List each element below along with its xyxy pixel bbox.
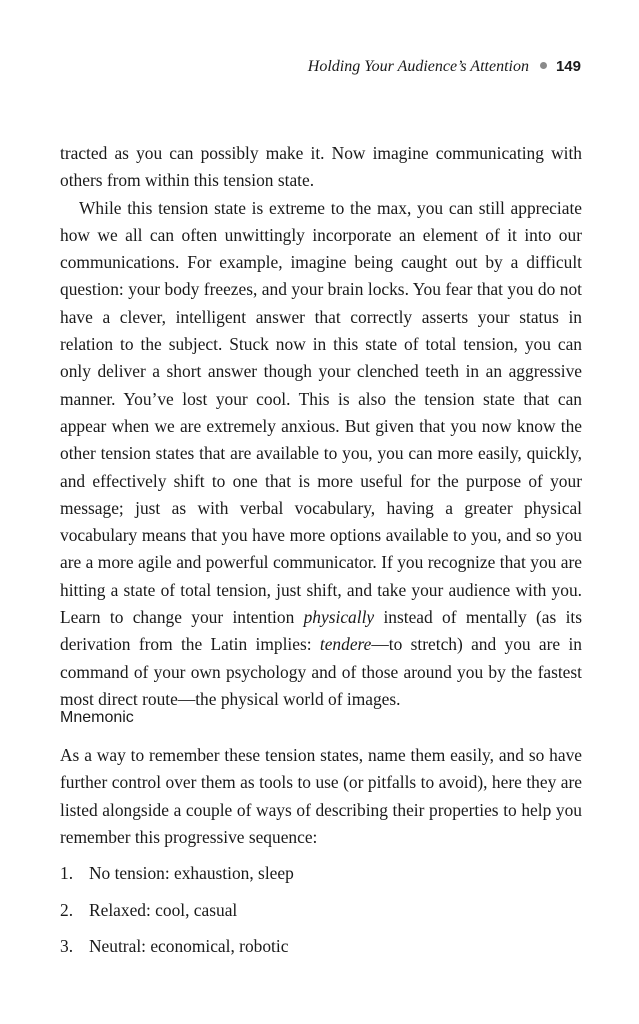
list-text: No tension: exhaustion, sleep [89, 863, 294, 883]
mnemonic-intro: As a way to remember these tension states, name them easily, and so have further control over them as tools to use (or pitfalls to avoid), here they are listed alongside a couple of ways of describing their properties to help you remember this progressive sequence: [60, 745, 582, 847]
paragraph-text: instead of mentally (as its derivation from the Latin implies: [60, 607, 583, 655]
running-title: Holding Your Audience’s Attention [307, 58, 529, 75]
tension-states-list [60, 860, 582, 970]
list-item [60, 860, 582, 887]
list-item [60, 933, 582, 960]
page-number: 149 [555, 58, 581, 75]
emphasis-physically: physically [303, 607, 375, 628]
emphasis-tendere: tendere [319, 634, 372, 655]
list-number: 1. [60, 863, 74, 883]
paragraph-text: —to stretch) and you are in command of your own psychology and of those around you by the fastest most direct route—the physical world of images. [60, 634, 582, 709]
bullet-separator-icon [540, 62, 547, 69]
list-number: 2. [60, 899, 74, 920]
paragraph-tension-state [60, 195, 582, 714]
list-number: 3. [60, 936, 74, 956]
paragraph-continued: tracted as you can possibly make it. Now imagine communicating with others from within this tension state. [60, 143, 582, 191]
list-item [60, 897, 582, 924]
section-heading: Mnemonic [60, 709, 134, 726]
list-text: Neutral: economical, robotic [89, 936, 289, 956]
paragraph-text: While this tension state is extreme to the max, you can still appreciate how we all can often unwittingly incorporate an element of it into our communications. For example, imagine being caught out by a difficult question: your body freezes, and your brain locks. You fear that you do not have a clever, intelligent answer that correctly asserts your status in relation to the subject. Stuck now in this state of total tension, you can only deliver a short answer though your clenched teeth in an aggressive manner. You’ve lost your cool. This is also the tension state that can appear when we are extremely anxious. But given that you now know the other tension states that are available to you, you can more easily, quickly, and effectively shift to one that is more useful for the purpose of your message; just as with verbal vocabulary, having a greater physical vocabulary means that you have more options available to you, and so you are a more agile and powerful communicator. If you recognize that you are hitting a state of total tension, just shift, and take your audience with you. Learn to change your intention [60, 197, 582, 628]
list-text: Relaxed: cool, casual [89, 899, 238, 920]
body-text [60, 140, 582, 713]
running-header [308, 55, 581, 79]
